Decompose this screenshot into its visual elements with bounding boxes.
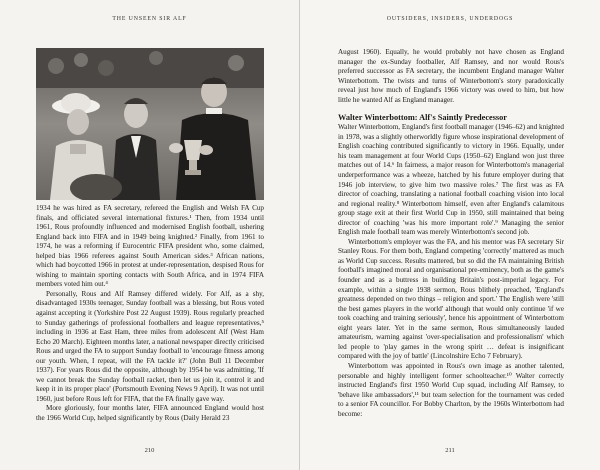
right-page xyxy=(300,0,600,470)
paragraph: Walter Winterbottom, England's first football manager (1946–62) and knighted in 1978, was a slightly otherworldly figure whose inspirational development of English coaching contributed significantly to victory in 1966. Equally, under his team management at four World Cups (1950–62) England won just three matches out of 14.⁶ In fairness, a major reason for Winterbottom's managerial underperformance was a wheeze, hatched by his future employer during that 1946 job interview, to give him two massive roles.⁷ The first was as FA director of coaching, translating a national football coaching vision into local and regional reality.⁸ Winterbottom himself, even after England's calamitous group stage exit at their first World Cup in 1950, still maintained that being director of coaching 'was his more important role'.⁹ Managing the senior English male football team was merely Winterbottom's second job. xyxy=(338,123,564,237)
paragraph: August 1960). Equally, he would probably not have chosen as England manager the ex-Sunday footballer, Alf Ramsey, and nor would Rous's preferred successor as FA secretary, the incumbent England manager Walter Winterbottom. The twists and turns of Winterbottom's story paradoxically reveal just how much of England's 1966 victory was owed to him, but how little he wanted Alf as England manager. xyxy=(338,48,564,104)
paragraph: Personally, Rous and Alf Ramsey differed widely. For Alf, as a shy, disadvantaged 1930s teenager, Sunday football was a blessing, but Rous voted against accepting it (Yorkshire Post 22 August 1939). Rous regularly preached to Sunday gatherings of professional footballers and league representatives,⁵ including in 1936 at East Ham, three miles from adolescent Alf (West Ham Echo 20 March). Eighteen months later, a national newspaper directly criticised Rous and urged the FA to support Sunday football to 'encourage fitness among our youth. When, I repeat, will the FA tackle it?' (John Bull 11 December 1937). For years Rous did the opposite, although by 1954 he was admitting, 'If we cannot break the Sunday football racket, then let us join it, control it and keep it in its proper place' (Portsmouth Evening News 9 April). It was not until 1960, just before Rous left for FIFA, that the FA finally gave way. xyxy=(36,289,264,403)
page-number-left: 210 xyxy=(144,447,155,454)
paragraph: Winterbottom's employer was the FA, and his mentor was FA secretary Sir Stanley Rous. For them both, England competing 'correctly' mattered as much as World Cup success. Results mattered, but so did the FA maintaining British football's imagined moral and organisational pre-eminency, both as the game's founder and as a buttress in building Britain's post-imperial legacy. For example, within a single 1938 sermon, Rous blithely preached, 'England's greatness depended on two things – religion and sport.' The English were 'still the best games players in the world' although that would only continue 'if we took coaching and training seriously', hence his appointment of Winterbottom eight years later. Yet in the same sermon, Rous simultaneously lauded amateurism, warning against 'over-specialisation and professionalism' which led people to 'play games in the wrong spirit … defeat is insignificant compared with the joy of battle' (Lincolnshire Echo 7 February). xyxy=(338,237,564,361)
paragraph: Winterbottom was appointed in Rous's own image as another talented, personable and highly intelligent former schoolteacher.¹⁰ Walter correctly instructed England's first 1950 World Cup squad, including Alf Ramsey, to 'behave like ambassadors',¹¹ but team selection for the tournament was ceded to a senior FA councillor. For Bobby Charlton, by the 1960s Winterbottom had become: xyxy=(338,361,564,418)
right-body-text xyxy=(338,48,564,419)
section-heading: Walter Winterbottom: Alf's Saintly Predecessor xyxy=(338,113,507,123)
photo-trophy-presentation xyxy=(36,48,264,200)
running-head-left: THE UNSEEN SIR ALF xyxy=(112,16,187,22)
page-number-right: 211 xyxy=(445,447,455,454)
paragraph: More gloriously, four months later, FIFA announced England would host the 1966 World Cup, helped significantly by Rous (Daily Herald 23 xyxy=(36,404,264,423)
left-body-text xyxy=(36,204,264,424)
photo-image xyxy=(36,48,264,200)
running-head-right: OUTSIDERS, INSIDERS, UNDERDOGS xyxy=(386,16,514,22)
paragraph: 1934 he was hired as FA secretary, refereed the English and Welsh FA Cup finals, and officiated several international fixtures.¹ Then, from 1934 until 1961, Rous profoundly influenced and modernised English football, ushering England back into FIFA and in 1949 being knighted.² Finally, from 1961 to 1974, he was a reforming if Eurocentric FIFA president who, some claimed, helped bias 1966 referees against South American sides.³ African nations, which had boycotted 1966 in protest at under-representation, despised Rous for wishing to maintain sporting contacts with South Africa, and in 1974 FIFA members voted him out.⁴ xyxy=(36,204,264,289)
